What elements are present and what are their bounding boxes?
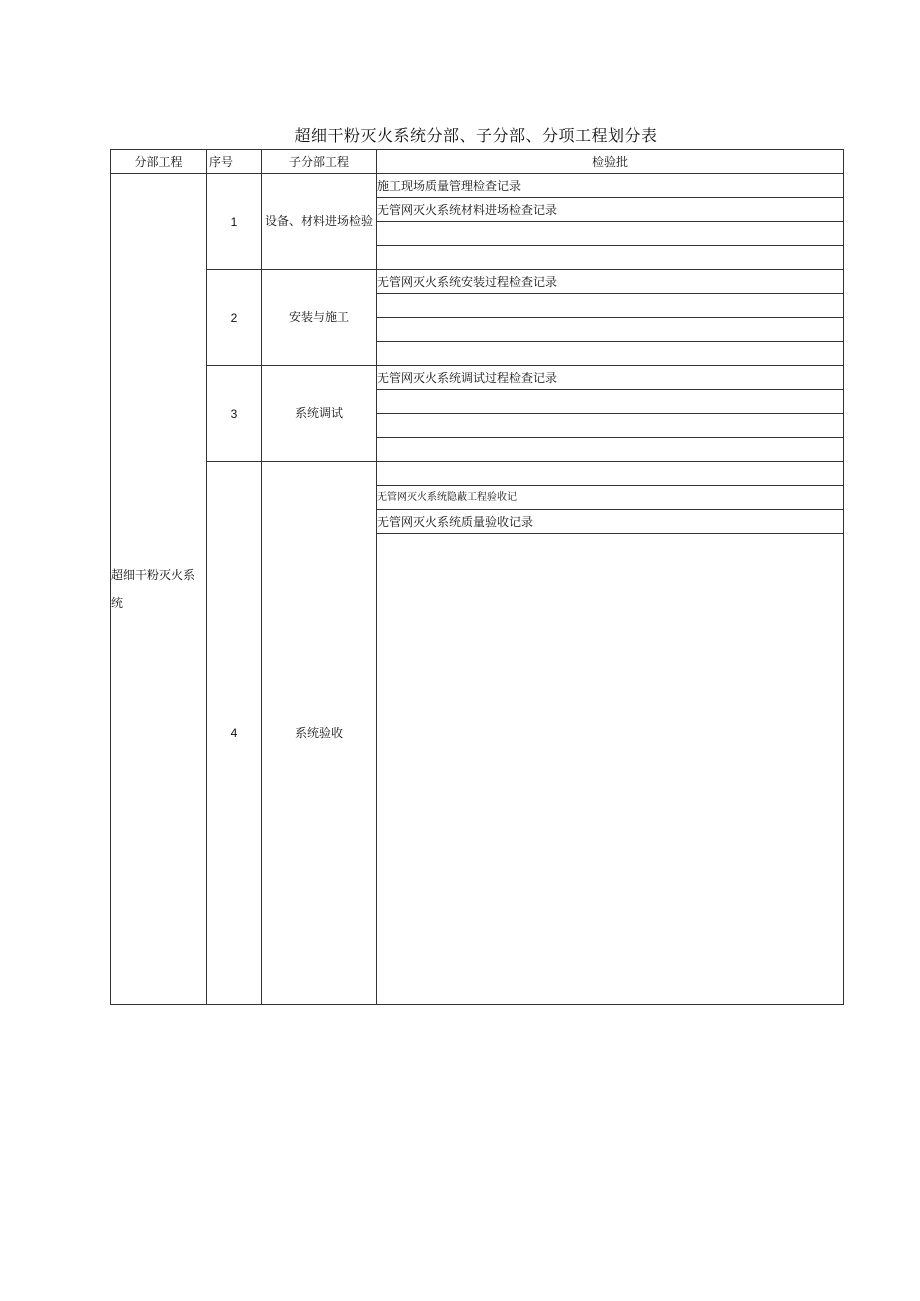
- batch-item: [377, 318, 844, 342]
- page-title: 超细干粉灭火系统分部、子分部、分项工程划分表: [294, 126, 658, 145]
- batch-item: 施工现场质量管理检查记录: [377, 174, 844, 198]
- batch-item: [377, 462, 844, 486]
- batch-item: [377, 342, 844, 366]
- header-part: 分部工程: [111, 150, 207, 174]
- table-row: [111, 270, 844, 294]
- group-name: 系统调试: [262, 366, 377, 462]
- batch-item: [377, 246, 844, 270]
- part-name-cell: 超细干粉灭火系统: [111, 174, 207, 1005]
- batch-item: [377, 438, 844, 462]
- group-seq: 2: [207, 270, 262, 366]
- table-row: [111, 462, 844, 486]
- table-row: [111, 174, 844, 198]
- header-subpart: 子分部工程: [262, 150, 377, 174]
- batch-item: [377, 294, 844, 318]
- group-seq: 1: [207, 174, 262, 270]
- batch-item: [377, 222, 844, 246]
- batch-item: 无管网灭火系统调试过程检查记录: [377, 366, 844, 390]
- group-seq: 3: [207, 366, 262, 462]
- batch-item: [377, 414, 844, 438]
- batch-item: [377, 390, 844, 414]
- batch-item: 无管网灭火系统材料进场检查记录: [377, 198, 844, 222]
- group-name: 安装与施工: [262, 270, 377, 366]
- header-seq: 序号: [207, 150, 262, 174]
- group-seq: 4: [207, 462, 262, 1005]
- group-name: 系统验收: [262, 462, 377, 1005]
- batch-item: [377, 534, 844, 1005]
- header-batch: 检验批: [377, 150, 844, 174]
- batch-item: 无管网灭火系统安装过程检查记录: [377, 270, 844, 294]
- header-row: [111, 150, 844, 174]
- batch-item: 无管网灭火系统隐蔽工程验收记: [377, 486, 844, 510]
- batch-item: 无管网灭火系统质量验收记录: [377, 510, 844, 534]
- group-name: 设备、材料进场检验: [262, 174, 377, 270]
- table-row: [111, 366, 844, 390]
- division-table: [110, 149, 844, 1005]
